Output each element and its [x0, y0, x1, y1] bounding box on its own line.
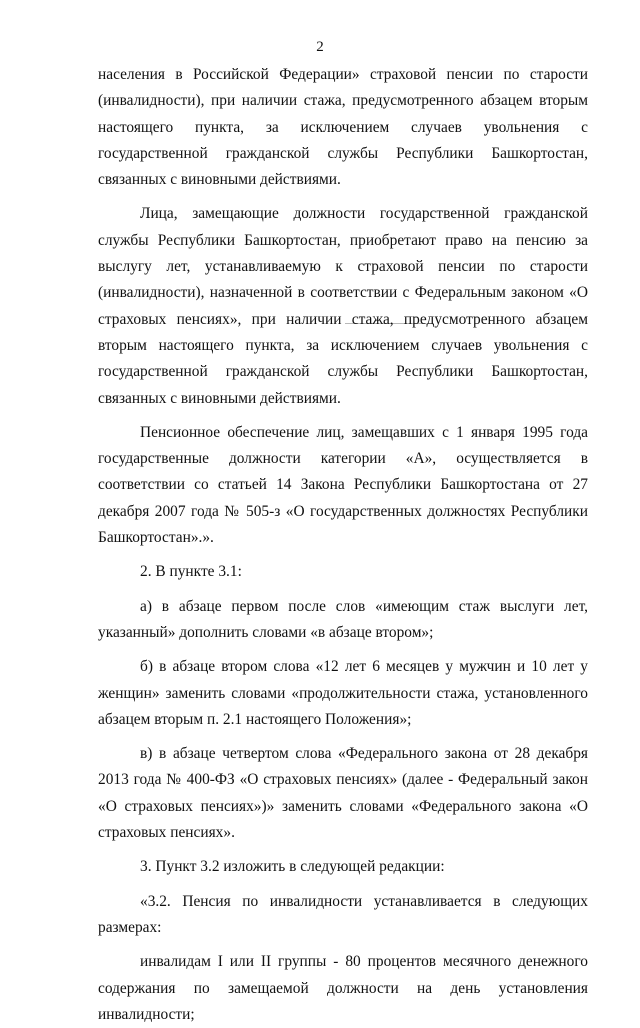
paragraph-continuation: населения в Российской Федерации» страховой пенсии по старости (инвалидности), при наличии стажа, предусмотренного абзацем вторым настоящего пункта, за исключением случаев увольнения с государственной гражданской службы Республики Башкортостан, связанных с виновными действиями. — [98, 66, 588, 189]
document-body — [98, 62, 588, 1028]
paragraph-clause-3-2: «3.2. Пенсия по инвалидности устанавливается в следующих размерах: — [98, 892, 588, 936]
paragraph-subitem-b: б) в абзаце втором слова «12 лет 6 месяцев у мужчин и 10 лет у женщин» заменить словами «продолжительности стажа, установленного абзацем вторым п. 2.1 настоящего Положения»; — [98, 658, 588, 728]
paragraph-civil-servants-pension-right: Лица, замещающие должности государственной гражданской службы Республики Башкортостан, приобретают право на пенсию за выслугу лет, устанавливаемую к страховой пенсии по старости (инвалидности), назначенной в соответствии с Федеральным законом «О страховых пенсиях», при наличии стажа, предусмотренного абзацем вторым настоящего пункта, за исключением случаев увольнения с государственной гражданской службы Республики Башкортостан, связанных с виновными действиями. — [98, 205, 588, 407]
paragraph-disability-groups: инвалидам I или II группы - 80 процентов месячного денежного содержания по замещаемой должности на день установления инвалидности; — [98, 953, 588, 1023]
paragraph-item-2: 2. В пункте 3.1: — [140, 563, 242, 581]
paragraph-subitem-v: в) в абзаце четвертом слова «Федерального закона от 28 декабря 2013 года № 400-ФЗ «О страховых пенсиях» (далее - Федеральный закон «О страховых пенсиях»)» заменить словами «Федерального закона «О страховых пенсиях». — [98, 745, 588, 842]
page-number: 2 — [316, 39, 324, 55]
paragraph-item-3: 3. Пункт 3.2 изложить в следующей редакции: — [140, 858, 445, 876]
paragraph-subitem-a: а) в абзаце первом после слов «имеющим стаж выслуги лет, указанный» дополнить словами «в абзаце втором»; — [98, 597, 588, 641]
paragraph-pension-provision-category-a: Пенсионное обеспечение лиц, замещавших с 1 января 1995 года государственные должности категории «А», осуществляется в соответствии со статьей 14 Закона Республики Башкортостана от 27 декабря 2007 года № 505-з «О государственных должностях Республики Башкортостан».». — [98, 423, 588, 547]
